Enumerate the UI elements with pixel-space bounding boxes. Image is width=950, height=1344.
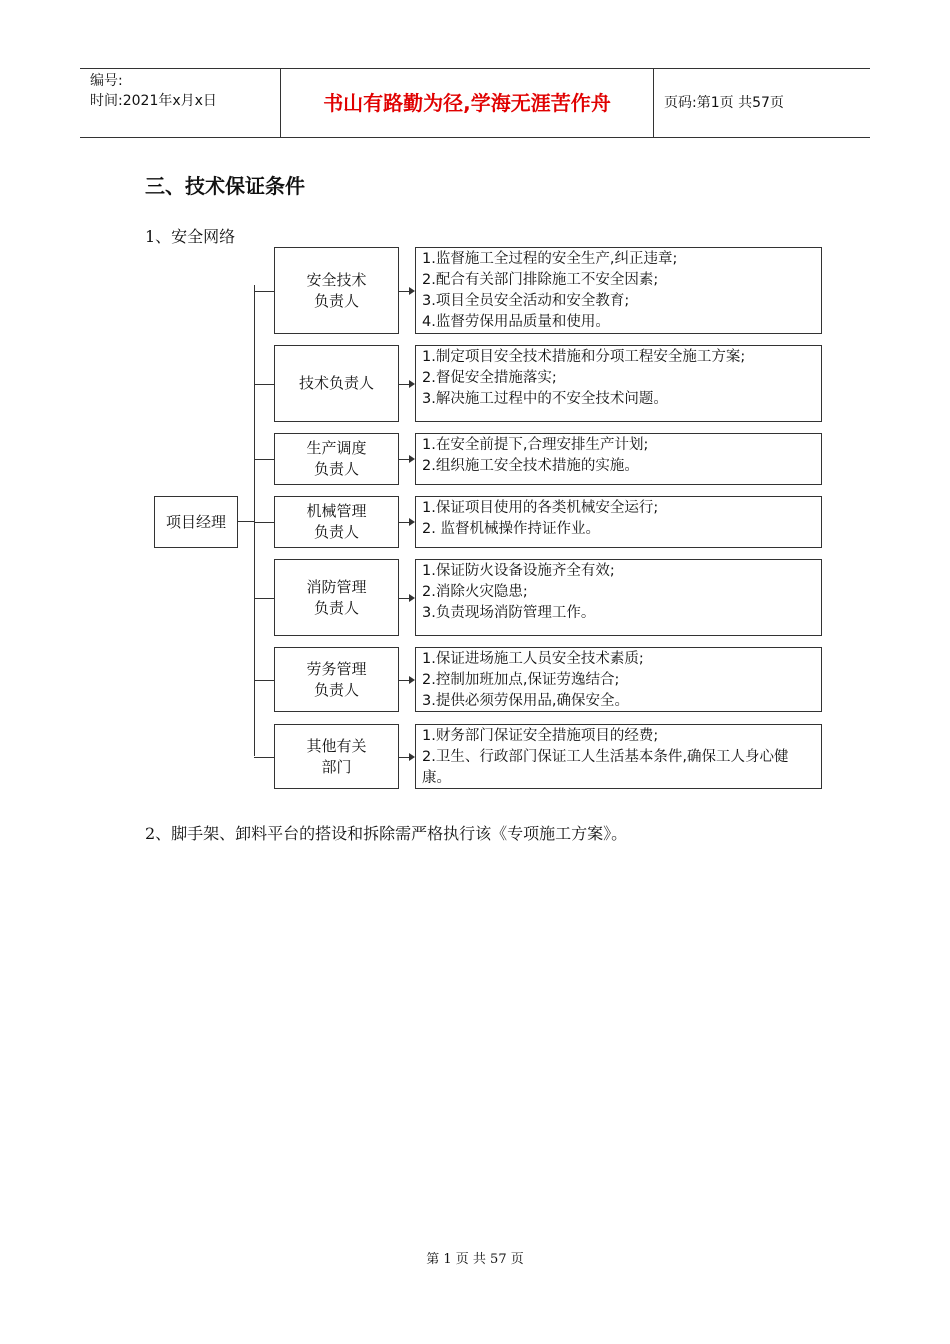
duties-box — [415, 647, 822, 712]
duties-box — [415, 724, 822, 789]
paragraph-scaffold-note: 2、脚手架、卸料平台的搭设和拆除需严格执行该《专项施工方案》。 — [145, 824, 628, 843]
duty-item: 3.负责现场消防管理工作。 — [422, 605, 596, 621]
trunk-line — [254, 285, 255, 756]
duty-item: 2. 监督机械操作持证作业。 — [422, 521, 600, 537]
role-label: 消防管理 负责人 — [306, 577, 367, 617]
duty-item: 1.保证项目使用的各类机械安全运行; — [422, 500, 659, 516]
duty-item: 1.保证防火设备设施齐全有效; — [422, 563, 615, 579]
branch-connector — [254, 384, 274, 385]
duty-item: 1.财务部门保证安全措施项目的经费; — [422, 728, 659, 744]
role-box — [274, 559, 399, 636]
header-meta — [80, 69, 281, 137]
duty-item: 1.在安全前提下,合理安排生产计划; — [422, 437, 649, 453]
header-page-info: 页码:第1页 共57页 — [664, 95, 784, 111]
duties-box — [415, 496, 822, 548]
duty-item: 4.监督劳保用品质量和使用。 — [422, 314, 610, 330]
role-box — [274, 496, 399, 548]
duties-box — [415, 559, 822, 636]
role-label: 劳务管理 负责人 — [306, 659, 367, 699]
role-box — [274, 247, 399, 334]
branch-connector — [254, 522, 274, 523]
role-label: 生产调度 负责人 — [306, 439, 367, 478]
root-box-project-manager — [154, 496, 238, 548]
duty-item: 2.督促安全措施落实; — [422, 370, 557, 386]
role-label: 安全技术 负责人 — [306, 270, 367, 310]
document-date-label: 时间:2021年x月x日 — [90, 93, 217, 109]
document-header — [80, 68, 870, 138]
duty-item: 3.项目全员安全活动和安全教育; — [422, 293, 630, 309]
role-label: 机械管理 负责人 — [306, 502, 367, 541]
duties-box — [415, 433, 822, 485]
role-box — [274, 345, 399, 422]
branch-connector — [254, 680, 274, 681]
duty-item: 1.保证进场施工人员安全技术素质; — [422, 651, 644, 667]
branch-connector — [254, 598, 274, 599]
role-box — [274, 724, 399, 789]
duty-item: 1.制定项目安全技术措施和分项工程安全施工方案; — [422, 349, 746, 365]
duty-item: 3.提供必须劳保用品,确保安全。 — [422, 693, 629, 709]
root-connector — [238, 521, 254, 522]
duty-item: 2.控制加班加点,保证劳逸结合; — [422, 672, 620, 688]
duty-item: 3.解决施工过程中的不安全技术问题。 — [422, 391, 668, 407]
branch-connector — [254, 291, 274, 292]
role-label: 其他有关 部门 — [306, 736, 367, 776]
page-footer: 第 1 页 共 57 页 — [426, 1252, 524, 1267]
role-label: 技术负责人 — [298, 374, 374, 392]
document-number-label: 编号: — [90, 73, 123, 89]
duty-item: 1.监督施工全过程的安全生产,纠正违章; — [422, 251, 678, 267]
section-title: 三、技术保证条件 — [145, 174, 305, 198]
root-label: 项目经理 — [165, 512, 226, 531]
role-box — [274, 647, 399, 712]
duties-box — [415, 345, 822, 422]
branch-connector — [254, 459, 274, 460]
header-motto: 书山有路勤为径,学海无涯苦作舟 — [281, 69, 654, 137]
duty-item: 2.组织施工安全技术措施的实施。 — [422, 458, 639, 474]
duties-box — [415, 247, 822, 334]
branch-connector — [254, 757, 274, 758]
role-box — [274, 433, 399, 485]
subsection-safety-network: 1、安全网络 — [145, 227, 236, 246]
duty-item: 2.卫生、行政部门保证工人生活基本条件,确保工人身心健康。 — [422, 749, 789, 786]
duty-item: 2.消除火灾隐患; — [422, 584, 528, 600]
duty-item: 2.配合有关部门排除施工不安全因素; — [422, 272, 659, 288]
